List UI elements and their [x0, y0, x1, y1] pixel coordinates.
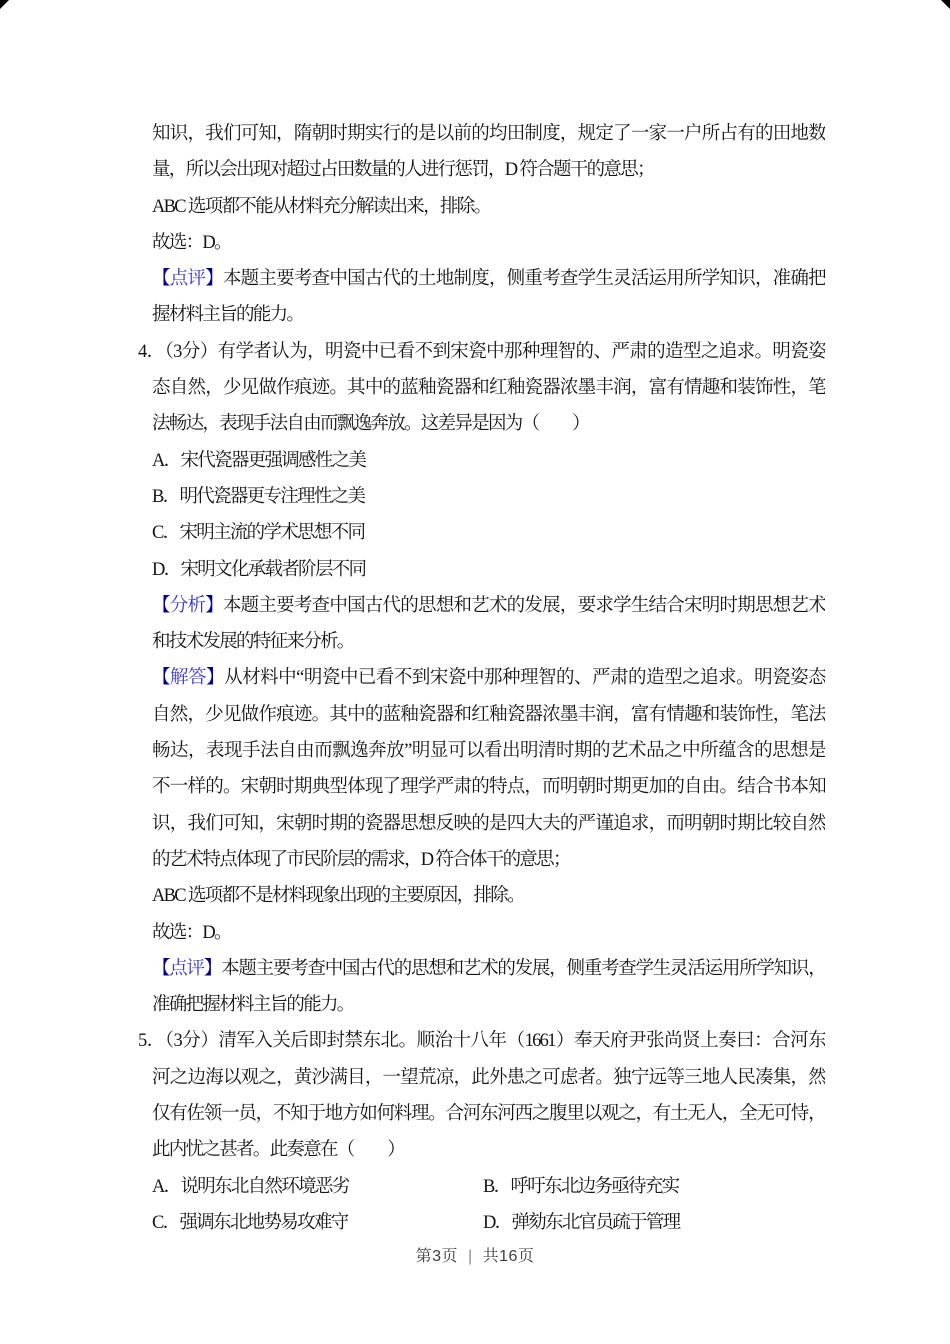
text-segment: 从材料中“明瓷中已看不到宋瓷中那种理智的、严肃的造型之追求。明瓷姿态: [224, 668, 825, 689]
question-4-option-c: [152, 515, 825, 551]
text-segment: 识，我们可知，宋朝时期的瓷器思想反映的是四大夫的严谨追求，而明朝时期比较自然: [152, 813, 825, 834]
text-segment: 法畅达，表现手法自由而飘逸奔放。这差异是因为（ ）: [152, 414, 589, 435]
section-label: 点评: [169, 269, 206, 290]
solution-section-line: [152, 878, 825, 914]
text-segment: 本题主要考查中国古代的思想和艺术的发展，侧重考查学生灵活运用所学知识，: [221, 958, 825, 979]
solution-section-line: [152, 733, 825, 769]
corner-mark-top-left: [0, 0, 9, 9]
option-item: D．弹劾东北官员疏于管理: [483, 1212, 680, 1233]
option-item: A．说明东北自然环境恶劣: [152, 1176, 349, 1197]
question-4-option-b: [152, 479, 825, 515]
question-4-option-d: [152, 552, 825, 588]
document-content: [0, 116, 950, 1241]
text-segment: D．宋明文化承载者阶层不同: [152, 559, 366, 580]
answer-text-line: [152, 152, 825, 188]
section-label: 点评: [169, 958, 204, 979]
question-5-options-row: [152, 1205, 825, 1241]
comment-section-line: [152, 951, 825, 987]
section-label-bracket: 】: [203, 958, 222, 979]
question-4-line: [152, 370, 825, 406]
text-segment: 畅达，表现手法自由而飘逸奔放”明显可以看出明清时期的艺术品之中所蕴含的思想是: [152, 741, 825, 762]
comment-section-line: [152, 261, 825, 297]
solution-section-line: [152, 842, 825, 878]
section-label-bracket: 【: [152, 595, 170, 616]
comment-section-line: [152, 987, 825, 1023]
solution-section-line: [152, 769, 825, 805]
comment-section-line: [152, 297, 825, 333]
section-label-bracket: 】: [206, 668, 225, 689]
analysis-section-line: [152, 588, 825, 624]
text-segment: 知识，我们可知，隋朝时期实行的是以前的均田制度，规定了一家一户所占有的田地数: [152, 124, 825, 144]
text-segment: 和技术发展的特征来分析。: [152, 632, 354, 653]
question-4-option-a: [152, 443, 825, 479]
text-segment: 此内忧之甚者。此奏意在（ ）: [152, 1140, 405, 1161]
corner-mark-top-right: [941, 0, 950, 9]
text-segment: 量，所以会出现对超过占田数量的人进行惩罚，D 符合题干的意思；: [152, 160, 654, 181]
page-number: 第3页: [415, 1248, 458, 1265]
analysis-section-line: [152, 624, 825, 660]
text-segment: ABC 选项都不能从材料充分解读出来，排除。: [152, 196, 491, 217]
text-segment: 4．（3分）有学者认为，明瓷中已看不到宋瓷中那种理智的、严肃的造型之追求。明瓷姿: [138, 341, 825, 362]
text-segment: 的艺术特点体现了市民阶层的需求，D 符合体干的意思；: [152, 849, 570, 870]
question-5-line: [152, 1132, 825, 1168]
section-label: 解答: [170, 668, 207, 689]
section-label-bracket: 【: [152, 269, 170, 290]
option-item: C．强调东北地势易攻难守: [152, 1212, 348, 1233]
solution-section-line: [152, 660, 825, 696]
text-segment: ABC 选项都不是材料现象出现的主要原因，排除。: [152, 886, 524, 907]
question-4-line: [138, 334, 825, 370]
text-segment: 本题主要考查中国古代的土地制度，侧重考查学生灵活运用所学知识，准确把: [222, 269, 825, 290]
footer-separator: |: [467, 1248, 473, 1265]
solution-section-line: [152, 806, 825, 842]
question-4-line: [152, 406, 825, 442]
solution-section-line: [152, 697, 825, 733]
answer-conclusion-line: [152, 225, 825, 261]
text-segment: 仅有佐领一员，不知于地方如何料理。合河东河西之腹里以观之，有土无人，全无可恃，: [152, 1104, 825, 1125]
question-5-line: [152, 1096, 825, 1132]
text-segment: 不一样的。宋朝时期典型体现了理学严肃的特点，而明朝时期更加的自由。结合书本知: [152, 777, 825, 798]
text-segment: 握材料主旨的能力。: [152, 305, 304, 326]
section-label: 分析: [169, 595, 206, 616]
page-total: 共16页: [482, 1248, 535, 1265]
question-5-options-row: [152, 1169, 825, 1205]
text-segment: B．明代瓷器更专注理性之美: [152, 486, 365, 507]
answer-conclusion-line: [152, 915, 825, 951]
section-label-bracket: 【: [152, 668, 171, 689]
section-label-bracket: 】: [205, 595, 223, 616]
answer-text-line: [152, 116, 825, 152]
text-segment: 故选：D。: [152, 922, 231, 943]
section-label-bracket: 【: [152, 958, 170, 979]
answer-text-line: [152, 189, 825, 225]
page-footer: [0, 1243, 950, 1266]
text-segment: 态自然，少见做作痕迹。其中的蓝釉瓷器和红釉瓷器浓墨丰润，富有情趣和装饰性，笔: [152, 378, 825, 399]
text-segment: 自然，少见做作痕迹。其中的蓝釉瓷器和红釉瓷器浓墨丰润，富有情趣和装饰性，笔法: [152, 704, 825, 725]
text-segment: 故选：D。: [152, 232, 231, 253]
option-item: B．呼吁东北边务亟待充实: [483, 1176, 679, 1197]
text-segment: 准确把握材料主旨的能力。: [152, 995, 354, 1016]
section-label-bracket: 】: [205, 269, 223, 290]
text-segment: A．宋代瓷器更强调感性之美: [152, 450, 366, 471]
text-segment: 河之边海以观之，黄沙满目，一望荒凉，此外患之可虑者。独宁远等三地人民凑集，然: [152, 1067, 825, 1088]
question-5-line: [152, 1060, 825, 1096]
text-segment: 5．（3分）清军入关后即封禁东北。顺治十八年（1661）奉天府尹张尚贤上奏曰：合河东: [138, 1031, 825, 1052]
text-segment: 本题主要考查中国古代的思想和艺术的发展，要求学生结合宋明时期思想艺术: [222, 595, 825, 616]
question-5-line: [138, 1023, 825, 1059]
text-segment: C．宋明主流的学术思想不同: [152, 523, 365, 544]
